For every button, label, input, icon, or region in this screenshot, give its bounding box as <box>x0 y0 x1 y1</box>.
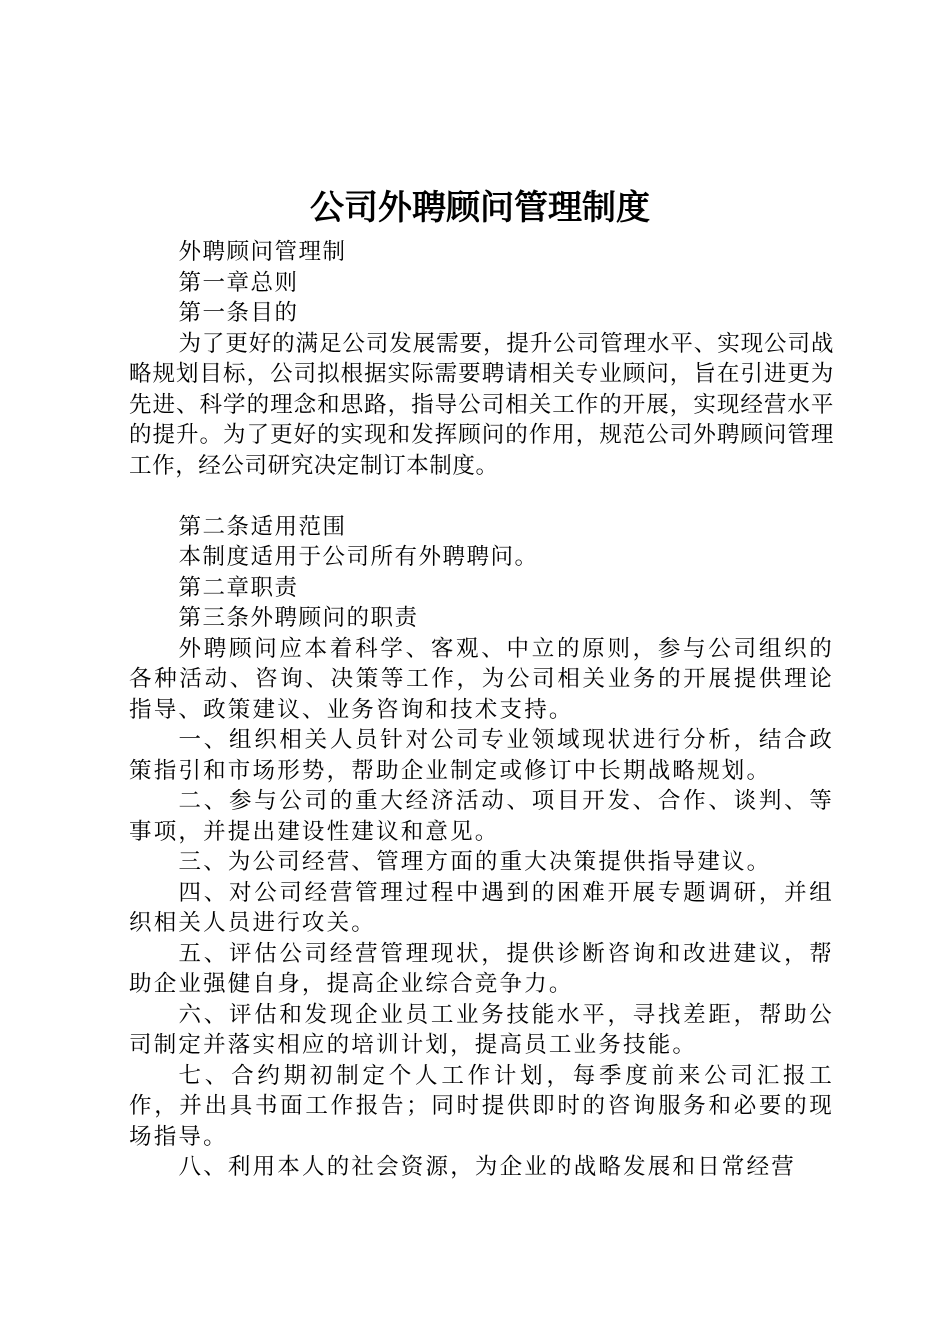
chapter-2-heading: 第二章职责 <box>178 574 299 601</box>
duty-item-6: 六、评估和发现企业员工业务技能水平，寻找差距，帮助公司制定并落实相应的培训计划，提高员工业务技能。 <box>129 1001 834 1058</box>
duty-item-8: 八、利用本人的社会资源，为企业的战略发展和日常经营 <box>178 1154 797 1180</box>
paragraph-purpose: 为了更好的满足公司发展需要，提升公司管理水平、实现公司战略规划目标，公司拟根据实际需要聘请相关专业顾问，旨在引进更为先进、科学的理念和思路，指导公司相关工作的开展，实现经营水平的提升。为了更好的实现和发挥顾问的作用，规范公司外聘顾问管理工作，经公司研究决定制订本制度。 <box>129 330 834 479</box>
paragraph-duties-intro: 外聘顾问应本着科学、客观、中立的原则，参与公司组织的各种活动、咨询、决策等工作，为公司相关业务的开展提供理论指导、政策建议、业务咨询和技术支持。 <box>129 635 834 723</box>
duty-item-1: 一、组织相关人员针对公司专业领域现状进行分析，结合政策指引和市场形势，帮助企业制定或修订中长期战略规划。 <box>129 727 834 784</box>
paragraph-system-name: 外聘顾问管理制 <box>178 239 347 265</box>
duty-item-5: 五、评估公司经营管理现状，提供诊断咨询和改进建议，帮助企业强健自身，提高企业综合竞争力。 <box>129 940 834 997</box>
article-2-heading: 第二条适用范围 <box>178 513 347 540</box>
duty-item-4: 四、对公司经营管理过程中遇到的困难开展专题调研，并组织相关人员进行攻关。 <box>129 879 834 936</box>
paragraph-scope: 本制度适用于公司所有外聘聘问。 <box>178 544 539 570</box>
duty-item-2: 二、参与公司的重大经济活动、项目开发、合作、谈判、等事项，并提出建设性建议和意见。 <box>129 788 834 845</box>
article-1-heading: 第一条目的 <box>178 300 299 326</box>
duty-item-3: 三、为公司经营、管理方面的重大决策提供指导建议。 <box>178 849 772 875</box>
document-body <box>129 237 834 1183</box>
article-3-heading: 第三条外聘顾问的职责 <box>178 605 419 631</box>
chapter-1-heading: 第一章总则 <box>178 269 299 296</box>
document-title: 公司外聘顾问管理制度 <box>310 188 650 228</box>
duty-item-7: 七、合约期初制定个人工作计划，每季度前来公司汇报工作，并出具书面工作报告；同时提供即时的咨询服务和必要的现场指导。 <box>129 1062 834 1150</box>
